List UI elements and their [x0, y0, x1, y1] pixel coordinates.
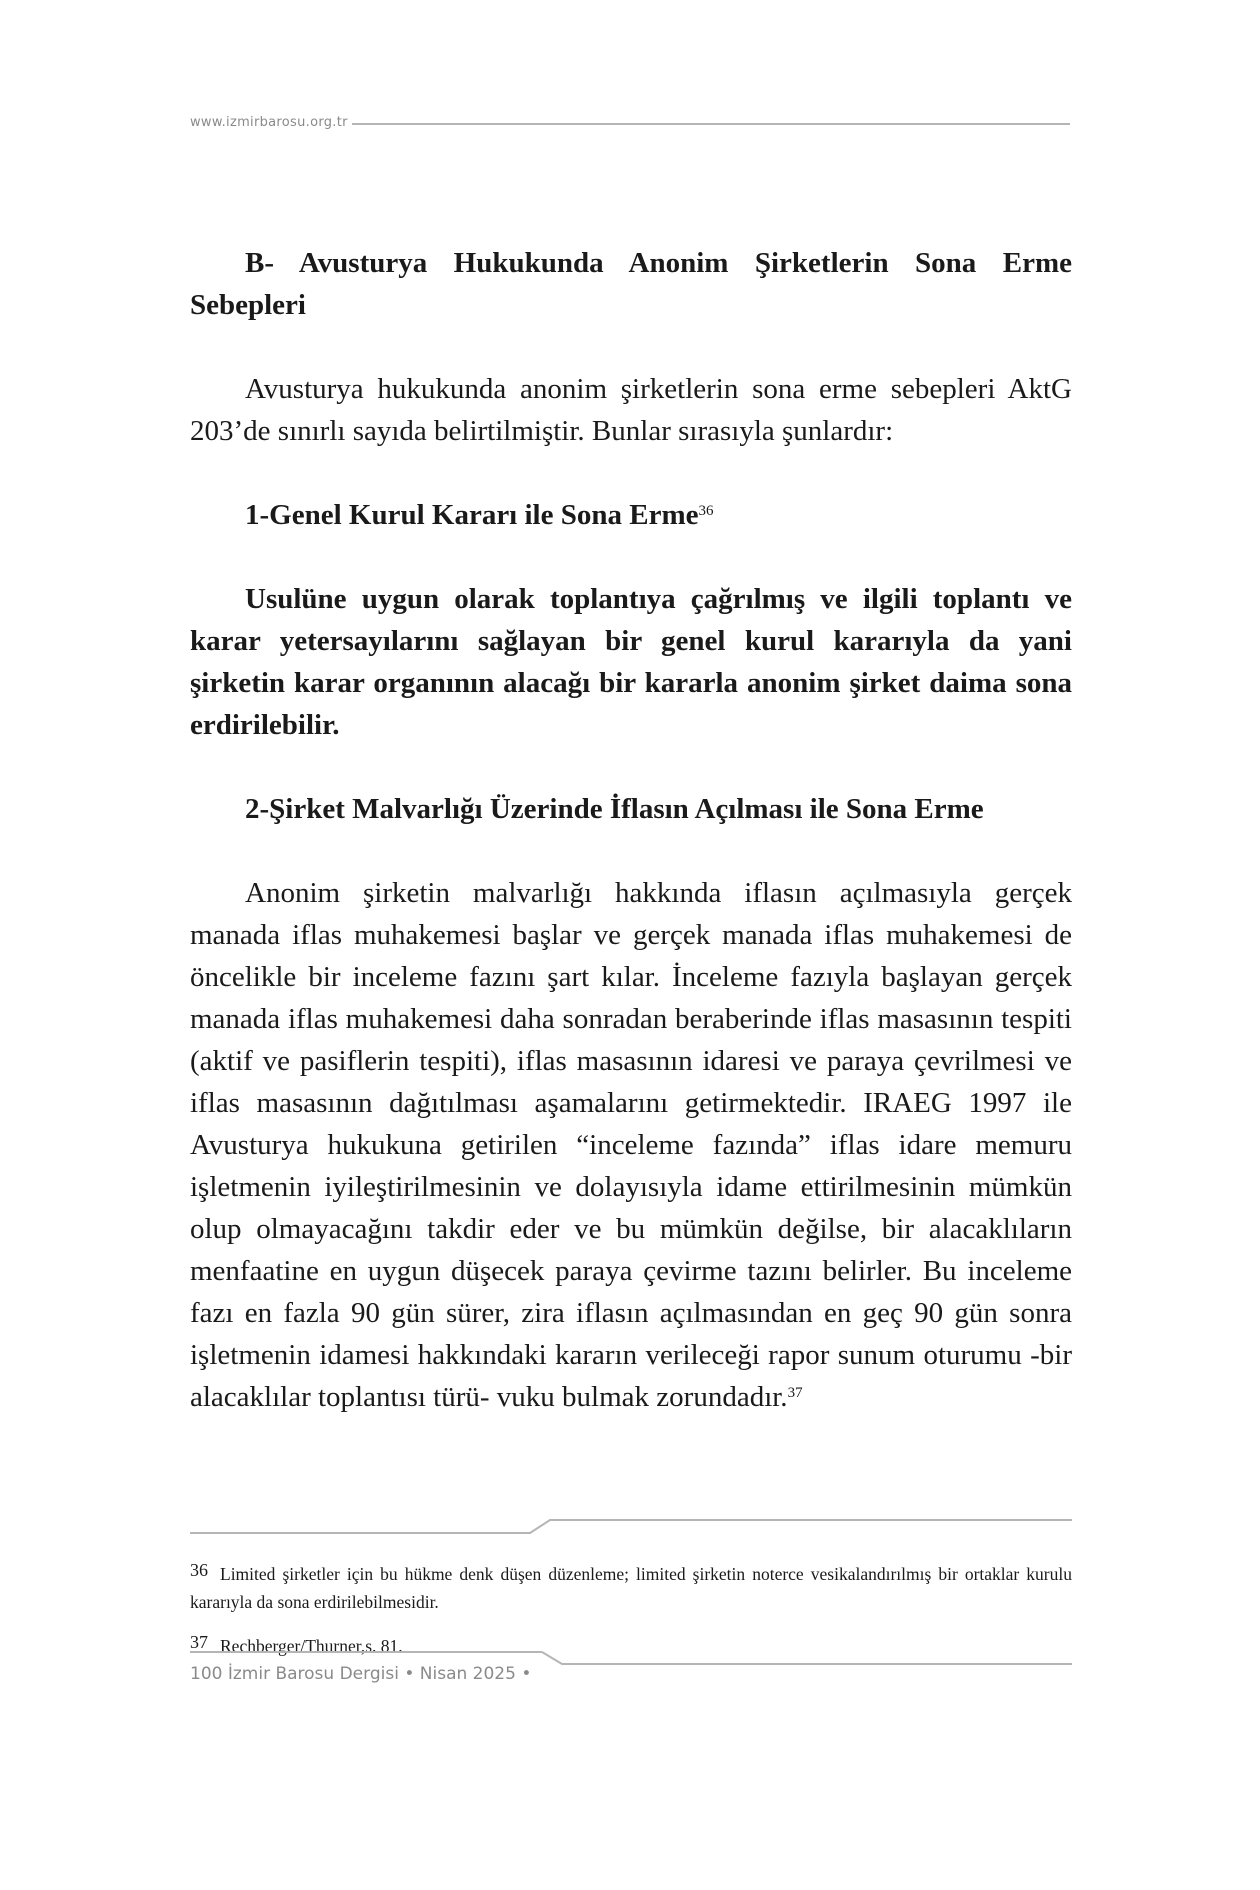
footnote-36 [190, 1556, 1072, 1616]
footnote-36-text: Limited şirketler için bu hükme denk düşen düzenleme; limited şirketin noterce vesikalandırılmış bir ortaklar kurulu kararıyla da sona erdirilebilmesidir. [190, 1564, 1072, 1612]
intro-paragraph [190, 368, 1072, 452]
footnote-36-number: 36 [190, 1560, 208, 1580]
subsection-2-title [190, 788, 1072, 830]
subsection-2-paragraph [190, 872, 1072, 1418]
article-body [190, 242, 1072, 1418]
section-title-text: B- Avusturya Hukukunda Anonim Şirketlerin Sona Erme Sebepleri [190, 247, 1072, 321]
header-rule [352, 123, 1070, 125]
section-title [190, 242, 1072, 326]
subsection-2-title-text: 2-Şirket Malvarlığı Üzerinde İflasın Açılması ile Sona Erme [245, 793, 984, 825]
subsection-1-paragraph [190, 578, 1072, 746]
subsection-1-title [190, 494, 1072, 536]
footnote-37-number: 37 [190, 1632, 208, 1652]
footnote-ref-37: 37 [787, 1385, 803, 1401]
intro-text: Avusturya hukukunda anonim şirketlerin sona erme sebepleri AktG 203’de sınırlı sayıda belirtilmiştir. Bunlar sırasıyla şunlardır: [190, 373, 1072, 447]
page-footer [190, 1664, 1072, 1686]
footnote-37-text: Rechberger/Thurner,s. 81. [220, 1636, 403, 1656]
subsection-1-title-text: 1-Genel Kurul Kararı ile Sona Erme [245, 499, 699, 531]
subsection-2-text: Anonim şirketin malvarlığı hakkında iflasın açılmasıyla gerçek manada iflas muhakemesi başlar ve gerçek manada iflas muhakemesi de öncelikle bir inceleme fazını şart kılar. İnceleme fazıyla başlayan gerçek manada iflas muhakemesi daha sonradan beraberinde iflas masasının tespiti (aktif ve pasiflerin tespiti), iflas masasının idaresi ve paraya çevrilmesi ve iflas masasının dağıtılması aşamalarını getirmektedir. IRAEG 1997 ile Avusturya hukukuna getirilen “inceleme fazında” iflas idare memuru işletmenin iyileştirilmesinin ve dolayısıyla idame ettirilmesinin mümkün olup olmayacağını takdir eder ve bu mümkün değilse, bir alacaklıların menfaatine en uygun düşecek paraya çevirme tazını belirler. Bu inceleme fazı en fazla 90 gün sürer, zira iflasın açılmasından en geç 90 gün sonra işletmenin idamesi hakkındaki kararın verileceği rapor sunum oturumu -bir alacaklılar toplantısı türü- vuku bulmak zorundadır. [190, 877, 1072, 1413]
footnote-ref-36: 36 [698, 503, 714, 519]
subsection-1-text: Usulüne uygun olarak toplantıya çağrılmış ve ilgili toplantı ve karar yetersayılarını sağlayan bir genel kurul kararıyla da yani şirketin karar organının alacağı bir kararla anonim şirket daima sona erdirilebilir. [190, 583, 1072, 741]
footer-text: 100 İzmir Barosu Dergisi • Nisan 2025 • [190, 1664, 532, 1684]
footnotes [190, 1518, 1072, 1660]
header-url: www.izmirbarosu.org.tr [190, 114, 348, 130]
page-header [190, 112, 1070, 132]
footnote-separator [190, 1518, 1072, 1534]
